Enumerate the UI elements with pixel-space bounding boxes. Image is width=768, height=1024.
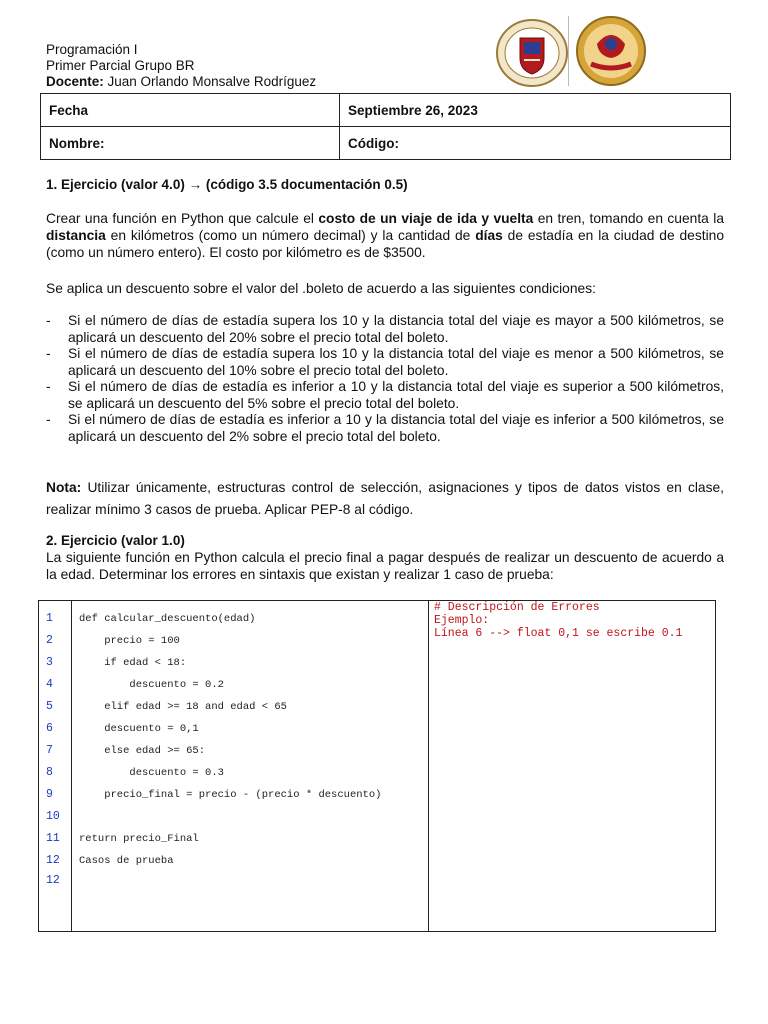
- condition-item: [46, 313, 724, 346]
- code-line: if edad < 18:: [79, 657, 187, 669]
- paragraph-text: de estadía en la ciudad de destino (como un número entero). El costo por kilómetro es de $3500.: [46, 228, 724, 260]
- emphasis-text: costo de un viaje de ida y vuelta: [318, 211, 534, 226]
- exercise-1-discount-intro: Se aplica un descuento sobre el valor del .boleto de acuerdo a las siguientes condiciones:: [46, 281, 596, 296]
- university-seal-logo: [494, 18, 570, 88]
- notes-heading: # Descripción de Errores: [434, 601, 600, 614]
- line-number-column: [39, 601, 72, 932]
- code-line: descuento = 0,1: [79, 723, 199, 735]
- line-number: 1: [46, 612, 53, 625]
- exercise-1-title: 1. Ejercicio (valor 4.0) → (código 3.5 documentación 0.5): [46, 177, 408, 192]
- line-number: 7: [46, 744, 53, 757]
- teacher-label: Docente:: [46, 74, 104, 89]
- logo-divider: [568, 16, 569, 86]
- line-number: 8: [46, 766, 53, 779]
- condition-item: [46, 346, 724, 379]
- line-number: 3: [46, 656, 53, 669]
- line-number: 12: [46, 854, 60, 867]
- error-notes-column: [429, 601, 716, 932]
- notes-line: Línea 6 --> float 0,1 se escribe 0.1: [434, 627, 683, 640]
- date-label-cell: Fecha: [41, 94, 340, 127]
- paragraph-text: en tren, tomando en cuenta la: [533, 211, 724, 226]
- code-label-cell: Código:: [340, 127, 731, 160]
- emphasis-text: distancia: [46, 228, 106, 243]
- line-number: 4: [46, 678, 53, 691]
- code-line: Casos de prueba: [79, 855, 174, 867]
- student-info-table: [40, 93, 731, 160]
- exercise-1-conditions-list: [46, 313, 724, 445]
- code-line: else edad >= 65:: [79, 745, 206, 757]
- exercise-2-description: La siguiente función en Python calcula el precio final a pagar después de realizar un descuento de acuerdo a la edad. Determinar los errores en sintaxis que existan y realizar 1 caso de prueba:: [46, 550, 724, 582]
- teacher-name: Juan Orlando Monsalve Rodríguez: [103, 74, 317, 89]
- code-line: precio_final = precio - (precio * descuento): [79, 789, 382, 801]
- line-number: 11: [46, 832, 60, 845]
- code-line: return precio_Final: [79, 833, 199, 845]
- bullet-dash: -: [46, 412, 51, 427]
- bullet-dash: -: [46, 313, 51, 328]
- code-line: [72, 807, 428, 827]
- exercise-1-note: [46, 477, 724, 521]
- exam-name: Primer Parcial Grupo BR: [46, 58, 195, 73]
- exercise-2-title: 2. Ejercicio (valor 1.0): [46, 533, 185, 548]
- bullet-dash: -: [46, 346, 51, 361]
- line-number: 10: [46, 810, 60, 823]
- bullet-dash: -: [46, 379, 51, 394]
- date-value-cell: Septiembre 26, 2023: [340, 94, 731, 127]
- note-text: Utilizar únicamente, estructuras control de selección, asignaciones y tipos de datos vistos en clase, realizar mínimo 3 casos de prueba. Aplicar PEP-8 al código.: [46, 480, 724, 517]
- condition-text: Si el número de días de estadía es inferior a 10 y la distancia total del viaje es inferior a 500 kilómetros, se aplicará un descuento del 2% sobre el precio total del boleto.: [68, 412, 724, 444]
- code-line: elif edad >= 18 and edad < 65: [79, 701, 287, 713]
- line-number: 12: [46, 874, 60, 887]
- paragraph-text: Crear una función en Python que calcule el: [46, 211, 319, 226]
- line-number: 2: [46, 634, 53, 647]
- condition-text: Si el número de días de estadía supera los 10 y la distancia total del viaje es menor a 500 kilómetros, se aplicará un descuento del 10% sobre el precio total del boleto.: [68, 346, 724, 378]
- code-line: descuento = 0.2: [79, 679, 224, 691]
- line-number: 5: [46, 700, 53, 713]
- line-number: 9: [46, 788, 53, 801]
- condition-item: [46, 379, 724, 412]
- exercise-1-description: [46, 210, 724, 261]
- condition-text: Si el número de días de estadía es inferior a 10 y la distancia total del viaje es superior a 500 kilómetros, se aplicará un descuento del 5% sobre el precio total del boleto.: [68, 379, 724, 411]
- emphasis-text: días: [475, 228, 503, 243]
- code-table: [38, 600, 716, 932]
- paragraph-text: en kilómetros (como un número decimal) y la cantidad de: [105, 228, 476, 243]
- course-name: Programación I: [46, 42, 138, 57]
- anniversary-badge-logo: [575, 14, 647, 88]
- source-code-column: [72, 601, 429, 932]
- teacher-line: [46, 74, 316, 90]
- condition-item: [46, 412, 724, 445]
- code-line: [72, 871, 428, 891]
- condition-text: Si el número de días de estadía supera los 10 y la distancia total del viaje es mayor a 500 kilómetros, se aplicará un descuento del 20% sobre el precio total del boleto.: [68, 313, 724, 345]
- code-line: def calcular_descuento(edad): [79, 613, 256, 625]
- notes-line: Ejemplo:: [434, 614, 490, 627]
- name-label-cell: Nombre:: [41, 127, 340, 160]
- code-line: descuento = 0.3: [79, 767, 224, 779]
- note-label: Nota:: [46, 480, 82, 495]
- line-number: 6: [46, 722, 53, 735]
- code-line: precio = 100: [79, 635, 180, 647]
